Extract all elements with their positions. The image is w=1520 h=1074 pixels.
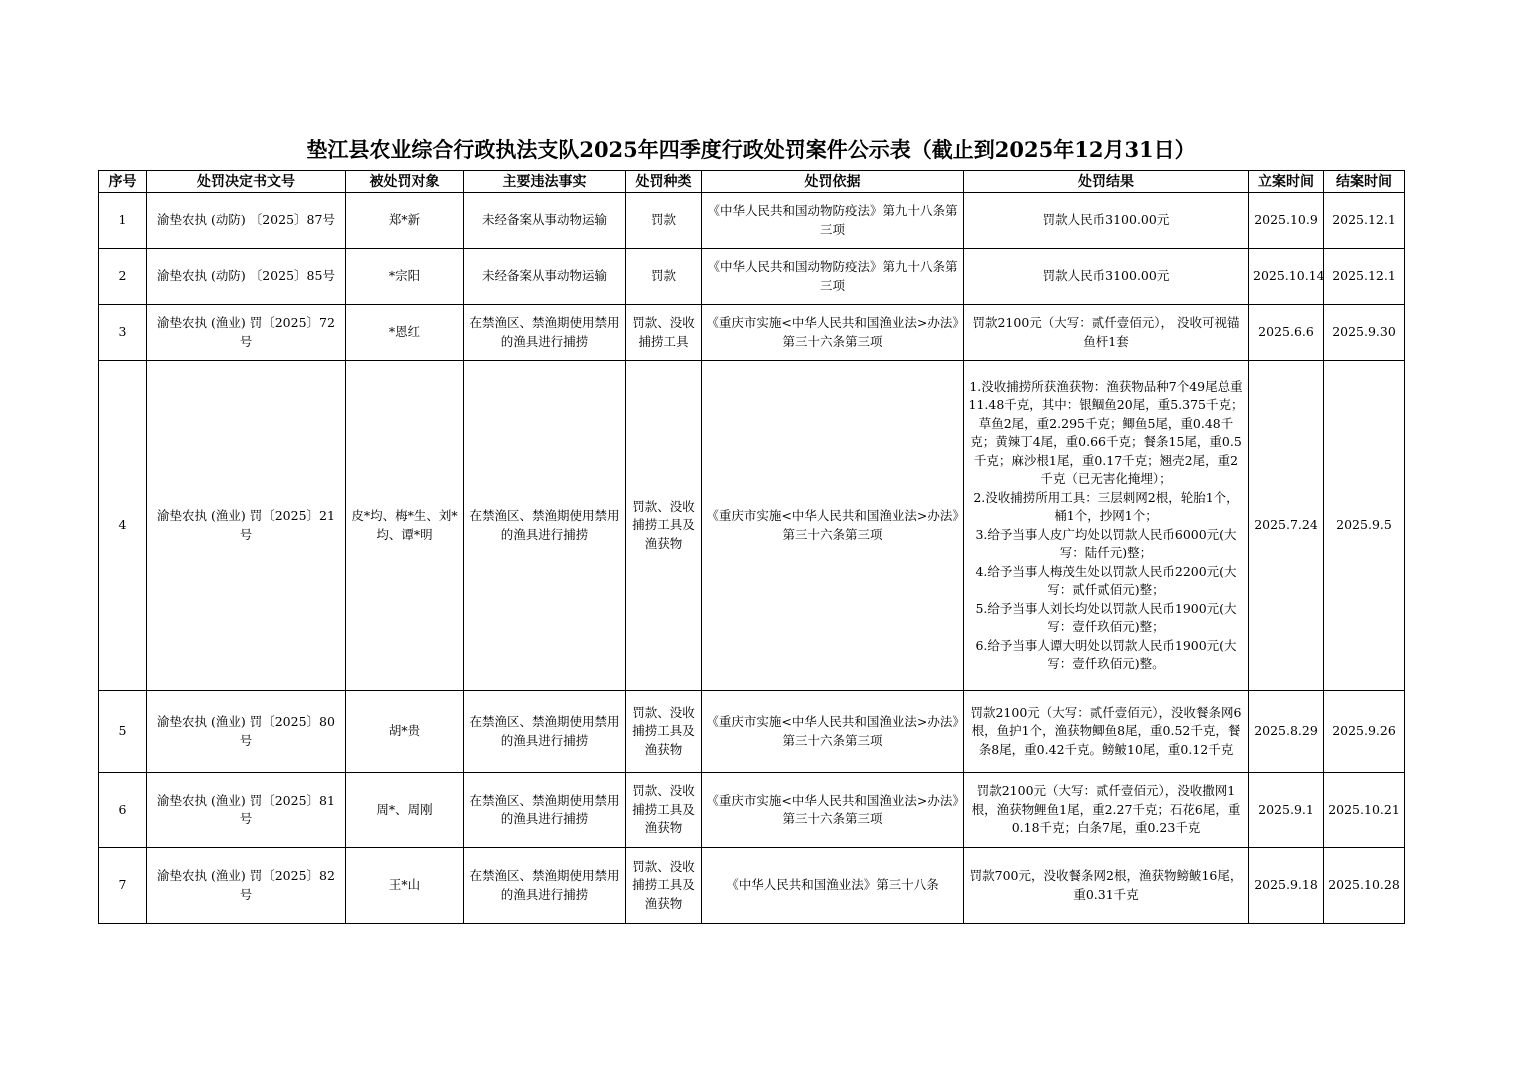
cell-doc-no: 渝垫农执 (渔业) 罚〔2025〕81号 (147, 773, 346, 848)
cell-closed: 2025.10.28 (1324, 848, 1405, 924)
table-header-row (99, 171, 1405, 193)
cell-type: 罚款 (626, 249, 702, 305)
cell-closed: 2025.9.26 (1324, 691, 1405, 773)
cell-no: 7 (99, 848, 147, 924)
cell-closed: 2025.12.1 (1324, 193, 1405, 249)
cell-result (964, 361, 1249, 691)
cell-fact: 在禁渔区、禁渔期使用禁用的渔具进行捕捞 (464, 305, 626, 361)
cell-result: 罚款2100元（大写：贰仟壹佰元），没收餐条网6根，鱼护1个，渔获物鲫鱼8尾，重0.52千克，餐条8尾，重0.42千克。鳑鲏10尾，重0.12千克 (964, 691, 1249, 773)
cell-no: 3 (99, 305, 147, 361)
cell-no: 1 (99, 193, 147, 249)
cell-closed: 2025.12.1 (1324, 249, 1405, 305)
result-line: 4.给予当事人梅茂生处以罚款人民币2200元(大写：贰仟贰佰元)整； (975, 563, 1237, 597)
cell-closed: 2025.9.5 (1324, 361, 1405, 691)
cell-type: 罚款、没收捕捞工具 (626, 305, 702, 361)
cell-result: 罚款2100元（大写：贰仟壹佰元），没收撒网1根，渔获物鲤鱼1尾，重2.27千克；石花6尾，重0.18千克；白条7尾，重0.23千克 (964, 773, 1249, 848)
cell-result: 罚款2100元（大写：贰仟壹佰元）， 没收可视锚鱼杆1套 (964, 305, 1249, 361)
cell-filed: 2025.6.6 (1249, 305, 1324, 361)
cell-result: 罚款700元，没收餐条网2根，渔获物鳑鲏16尾，重0.31千克 (964, 848, 1249, 924)
cell-result: 罚款人民币3100.00元 (964, 249, 1249, 305)
header-doc-no: 处罚决定书文号 (147, 171, 346, 193)
page-title: 垫江县农业综合行政执法支队2025年四季度行政处罚案件公示表（截止到2025年12月31日） (306, 137, 1196, 162)
cell-basis: 《重庆市实施<中华人民共和国渔业法>办法》第三十六条第三项 (702, 361, 964, 691)
cell-filed: 2025.8.29 (1249, 691, 1324, 773)
cell-type: 罚款 (626, 193, 702, 249)
cell-doc-no: 渝垫农执 (渔业) 罚〔2025〕21号 (147, 361, 346, 691)
result-line: 1.没收捕捞所获渔获物：渔获物品种7个49尾总重11.48千克，其中：银鲴鱼20尾，重5.375千克；草鱼2尾，重2.295千克；鲫鱼5尾，重0.48千克；黄辣丁4尾，重0.66千克；餐条15尾，重0.5千克；麻沙根1尾，重0.17千克；翘壳2尾，重2千克（已无害化掩埋）； (968, 378, 1244, 486)
header-no: 序号 (99, 171, 147, 193)
result-line: 5.给予当事人刘长均处以罚款人民币1900元(大写：壹仟玖佰元)整； (975, 600, 1237, 634)
cell-fact: 在禁渔区、禁渔期使用禁用的渔具进行捕捞 (464, 773, 626, 848)
cell-filed: 2025.10.14 (1249, 249, 1324, 305)
cell-no: 6 (99, 773, 147, 848)
table-row (99, 193, 1405, 249)
cell-party: 胡*贵 (346, 691, 464, 773)
header-type: 处罚种类 (626, 171, 702, 193)
cell-doc-no: 渝垫农执 (动防) 〔2025〕87号 (147, 193, 346, 249)
cell-doc-no: 渝垫农执 (动防) 〔2025〕85号 (147, 249, 346, 305)
cell-basis: 《重庆市实施<中华人民共和国渔业法>办法》第三十六条第三项 (702, 305, 964, 361)
cell-type: 罚款、没收捕捞工具及渔获物 (626, 773, 702, 848)
cell-type: 罚款、没收捕捞工具及渔获物 (626, 848, 702, 924)
cell-fact: 在禁渔区、禁渔期使用禁用的渔具进行捕捞 (464, 361, 626, 691)
table-row (99, 361, 1405, 691)
cell-filed: 2025.7.24 (1249, 361, 1324, 691)
cell-filed: 2025.10.9 (1249, 193, 1324, 249)
cell-basis: 《重庆市实施<中华人民共和国渔业法>办法》第三十六条第三项 (702, 691, 964, 773)
header-filed: 立案时间 (1249, 171, 1324, 193)
table-row (99, 691, 1405, 773)
header-basis: 处罚依据 (702, 171, 964, 193)
result-line: 2.没收捕捞所用工具：三层刺网2根，轮胎1个，桶1个，抄网1个； (973, 489, 1239, 523)
header-result: 处罚结果 (964, 171, 1249, 193)
table-row (99, 249, 1405, 305)
penalty-table (98, 170, 1405, 924)
cell-basis: 《重庆市实施<中华人民共和国渔业法>办法》第三十六条第三项 (702, 773, 964, 848)
cell-type: 罚款、没收捕捞工具及渔获物 (626, 361, 702, 691)
result-line: 3.给予当事人皮广均处以罚款人民币6000元(大写：陆仟元)整； (975, 526, 1237, 560)
cell-basis: 《中华人民共和国渔业法》第三十八条 (702, 848, 964, 924)
cell-basis: 《中华人民共和国动物防疫法》第九十八条第三项 (702, 193, 964, 249)
cell-doc-no: 渝垫农执 (渔业) 罚〔2025〕80号 (147, 691, 346, 773)
cell-result: 罚款人民币3100.00元 (964, 193, 1249, 249)
table-row (99, 848, 1405, 924)
table-row (99, 305, 1405, 361)
cell-doc-no: 渝垫农执 (渔业) 罚〔2025〕72号 (147, 305, 346, 361)
cell-closed: 2025.9.30 (1324, 305, 1405, 361)
cell-fact: 未经备案从事动物运输 (464, 249, 626, 305)
result-line: 6.给予当事人谭大明处以罚款人民币1900元(大写：壹仟玖佰元)整。 (975, 637, 1237, 671)
cell-party: *宗阳 (346, 249, 464, 305)
cell-no: 2 (99, 249, 147, 305)
header-party: 被处罚对象 (346, 171, 464, 193)
table-row (99, 773, 1405, 848)
cell-fact: 在禁渔区、禁渔期使用禁用的渔具进行捕捞 (464, 848, 626, 924)
cell-fact: 在禁渔区、禁渔期使用禁用的渔具进行捕捞 (464, 691, 626, 773)
cell-party: 周*、周刚 (346, 773, 464, 848)
cell-filed: 2025.9.18 (1249, 848, 1324, 924)
header-closed: 结案时间 (1324, 171, 1405, 193)
cell-no: 4 (99, 361, 147, 691)
cell-party: 王*山 (346, 848, 464, 924)
cell-type: 罚款、没收捕捞工具及渔获物 (626, 691, 702, 773)
cell-no: 5 (99, 691, 147, 773)
cell-party: *恩红 (346, 305, 464, 361)
cell-closed: 2025.10.21 (1324, 773, 1405, 848)
cell-party: 皮*均、梅*生、刘*均、谭*明 (346, 361, 464, 691)
cell-filed: 2025.9.1 (1249, 773, 1324, 848)
cell-fact: 未经备案从事动物运输 (464, 193, 626, 249)
cell-basis: 《中华人民共和国动物防疫法》第九十八条第三项 (702, 249, 964, 305)
header-fact: 主要违法事实 (464, 171, 626, 193)
cell-party: 郑*新 (346, 193, 464, 249)
cell-doc-no: 渝垫农执 (渔业) 罚〔2025〕82号 (147, 848, 346, 924)
